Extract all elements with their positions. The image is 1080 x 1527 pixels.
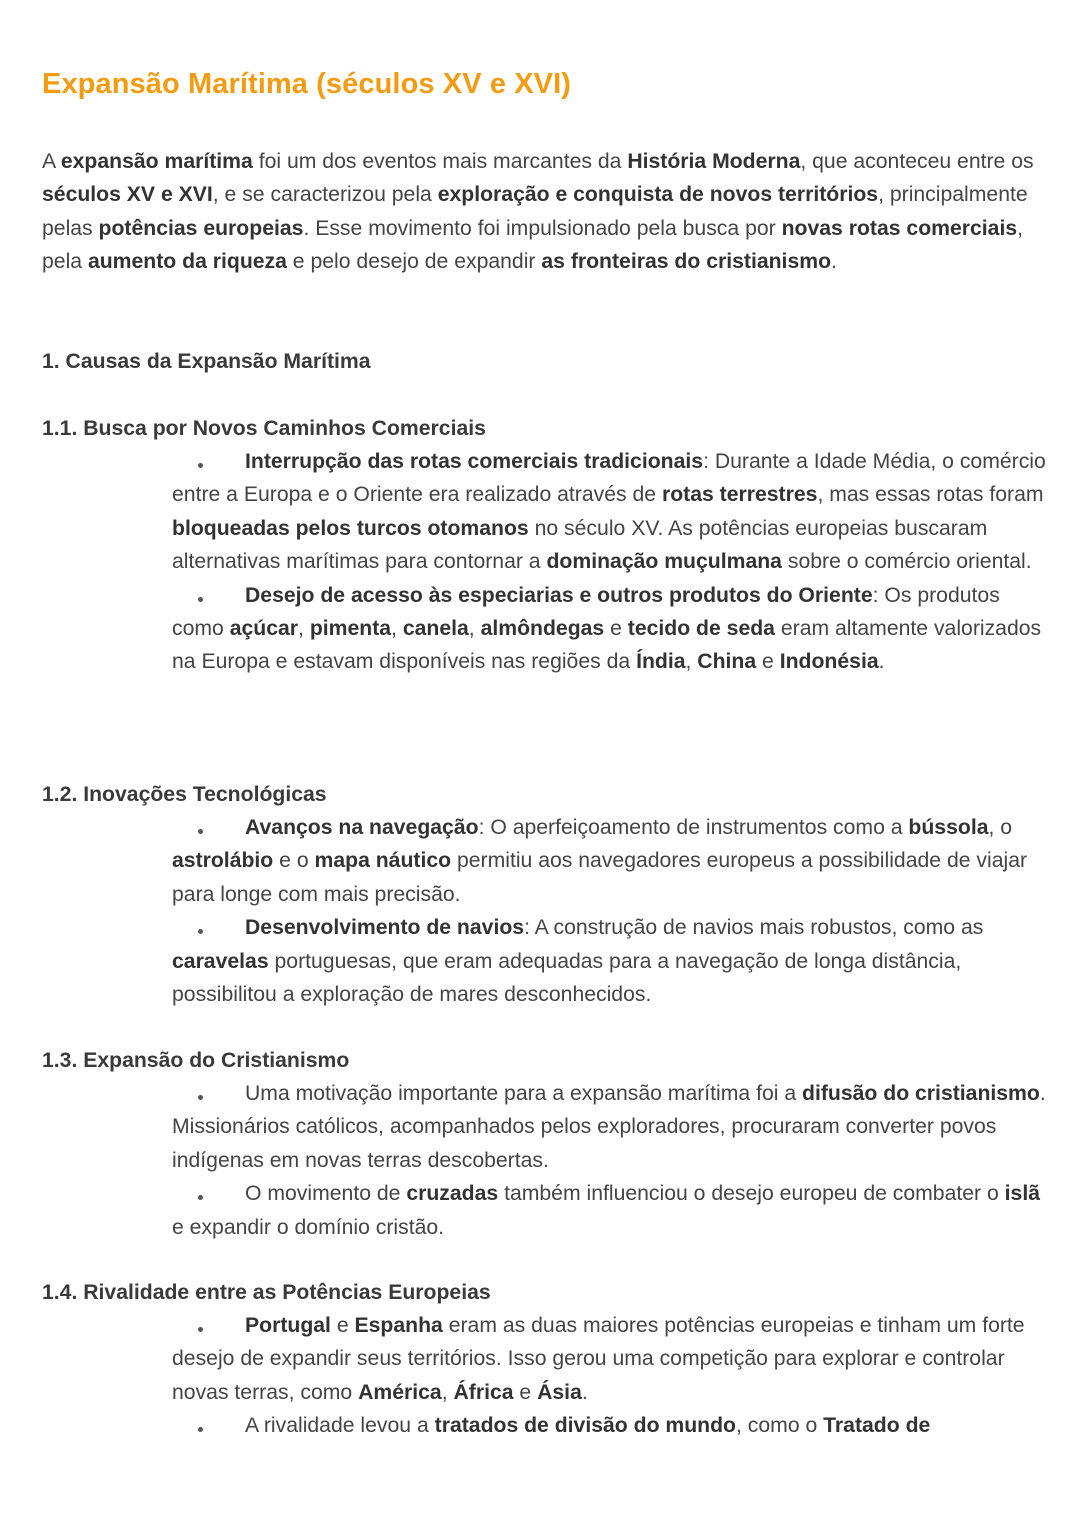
subsection-heading-1-4: 1.4. Rivalidade entre as Potências Europeias xyxy=(42,1281,491,1304)
bold-term: Portugal xyxy=(245,1314,331,1337)
list-item: Uma motivação importante para a expansão marítima foi a difusão do cristianismo. Missionários católicos, acompanhados pelos exploradores, procuraram converter povos indígenas em novas terras descobertas. xyxy=(172,1082,1046,1172)
section-heading-causas: 1. Causas da Expansão Marítima xyxy=(42,350,371,373)
bold-term: canela xyxy=(402,617,469,641)
bold-term: América xyxy=(358,1380,442,1404)
bold-term: Índia xyxy=(636,650,686,674)
bold-term: Tratado de xyxy=(823,1414,931,1438)
bold-term: exploração e conquista de novos territórios xyxy=(437,183,879,207)
bold-term: islã xyxy=(1004,1182,1040,1206)
bold-term: mapa náutico xyxy=(314,849,452,873)
bold-term: Avanços na navegação xyxy=(245,816,479,839)
bold-term: novas rotas comerciais xyxy=(781,216,1018,240)
bold-term: Ásia xyxy=(537,1380,582,1404)
bold-term: pimenta xyxy=(309,617,392,641)
bold-term: Indonésia xyxy=(779,650,879,674)
bullet-list-1-3 xyxy=(172,1077,1052,1244)
bold-term: difusão do cristianismo xyxy=(802,1082,1040,1105)
bold-term: potências europeias xyxy=(98,216,304,240)
list-item: A rivalidade levou a tratados de divisão do mundo, como o Tratado de xyxy=(245,1414,931,1438)
bold-term: Interrupção das rotas comerciais tradicionais xyxy=(245,450,704,473)
bold-term: rotas terrestres xyxy=(661,483,818,507)
page-title: Expansão Marítima (séculos XV e XVI) xyxy=(42,68,572,100)
list-item: O movimento de cruzadas também influenciou o desejo europeu de combater o islã e expandir o domínio cristão. xyxy=(172,1182,1040,1239)
bold-term: as fronteiras do cristianismo xyxy=(541,250,832,274)
bold-term: cruzadas xyxy=(406,1182,499,1206)
intro-paragraph: A expansão marítima foi um dos eventos mais marcantes da História Moderna, que aconteceu entre os séculos XV e XVI, e se caracterizou pela exploração e conquista de novos territórios, principalmente pelas potências europeias. Esse movimento foi impulsionado pela busca por novas rotas comerciais, pela aumento da riqueza e pelo desejo de expandir as fronteiras do cristianismo. xyxy=(42,150,1034,274)
bold-term: tratados de divisão do mundo xyxy=(434,1414,737,1438)
bullet-list-1-1 xyxy=(172,445,1052,679)
bold-term: bússola xyxy=(908,816,989,839)
bold-term: dominação muçulmana xyxy=(546,550,782,574)
bold-term: séculos XV e XVI xyxy=(42,183,213,207)
list-item: Portugal e Espanha eram as duas maiores potências europeias e tinham um forte desejo de expandir seus territórios. Isso gerou uma competição para explorar e controlar novas terras, como América, África e Ásia. xyxy=(172,1314,1025,1404)
subsection-heading-1-3: 1.3. Expansão do Cristianismo xyxy=(42,1049,350,1072)
bold-term: açúcar xyxy=(229,617,299,641)
list-item: Avanços na navegação: O aperfeiçoamento de instrumentos como a bússola, o astrolábio e o mapa náutico permitiu aos navegadores europeus a possibilidade de viajar para longe com mais precisão. xyxy=(172,816,1028,906)
subsection-heading-1-1: 1.1. Busca por Novos Caminhos Comerciais xyxy=(42,417,486,440)
bold-term: almôndegas xyxy=(480,617,605,641)
bold-term: bloqueadas pelos turcos otomanos xyxy=(172,516,529,540)
bold-term: astrolábio xyxy=(172,849,274,873)
bold-term: tecido de seda xyxy=(627,617,775,641)
list-item: Desenvolvimento de navios: A construção de navios mais robustos, como as caravelas portuguesas, que eram adequadas para a navegação de longa distância, possibilitou a exploração de mares desconhecidos. xyxy=(172,916,984,1007)
bold-term: Desejo de acesso às especiarias e outros produtos do Oriente xyxy=(245,583,873,607)
bold-term: China xyxy=(697,650,757,674)
subsection-heading-1-2: 1.2. Inovações Tecnológicas xyxy=(42,783,327,806)
bold-term: Desenvolvimento de navios xyxy=(245,916,525,940)
bold-term: África xyxy=(453,1380,514,1404)
bold-term: caravelas xyxy=(172,949,269,973)
bold-term: aumento da riqueza xyxy=(87,250,287,274)
bullet-list-1-4 xyxy=(172,1309,1052,1443)
list-item: Interrupção das rotas comerciais tradicionais: Durante a Idade Média, o comércio entre a Europa e o Oriente era realizado através de rotas terrestres, mas essas rotas foram bloqueadas pelos turcos otomanos no século XV. As potências europeias buscaram alternativas marítimas para contornar a dominação muçulmana sobre o comércio oriental. xyxy=(172,450,1046,574)
list-item: Desejo de acesso às especiarias e outros produtos do Oriente: Os produtos como açúcar, pimenta, canela, almôndegas e tecido de seda eram altamente valorizados na Europa e estavam disponíveis nas regiões da Índia, China e Indonésia. xyxy=(172,583,1042,674)
bold-term: expansão marítima xyxy=(60,150,253,173)
bullet-list-1-2 xyxy=(172,811,1052,1011)
bold-term: Espanha xyxy=(354,1314,443,1337)
bold-term: História Moderna xyxy=(627,150,801,173)
